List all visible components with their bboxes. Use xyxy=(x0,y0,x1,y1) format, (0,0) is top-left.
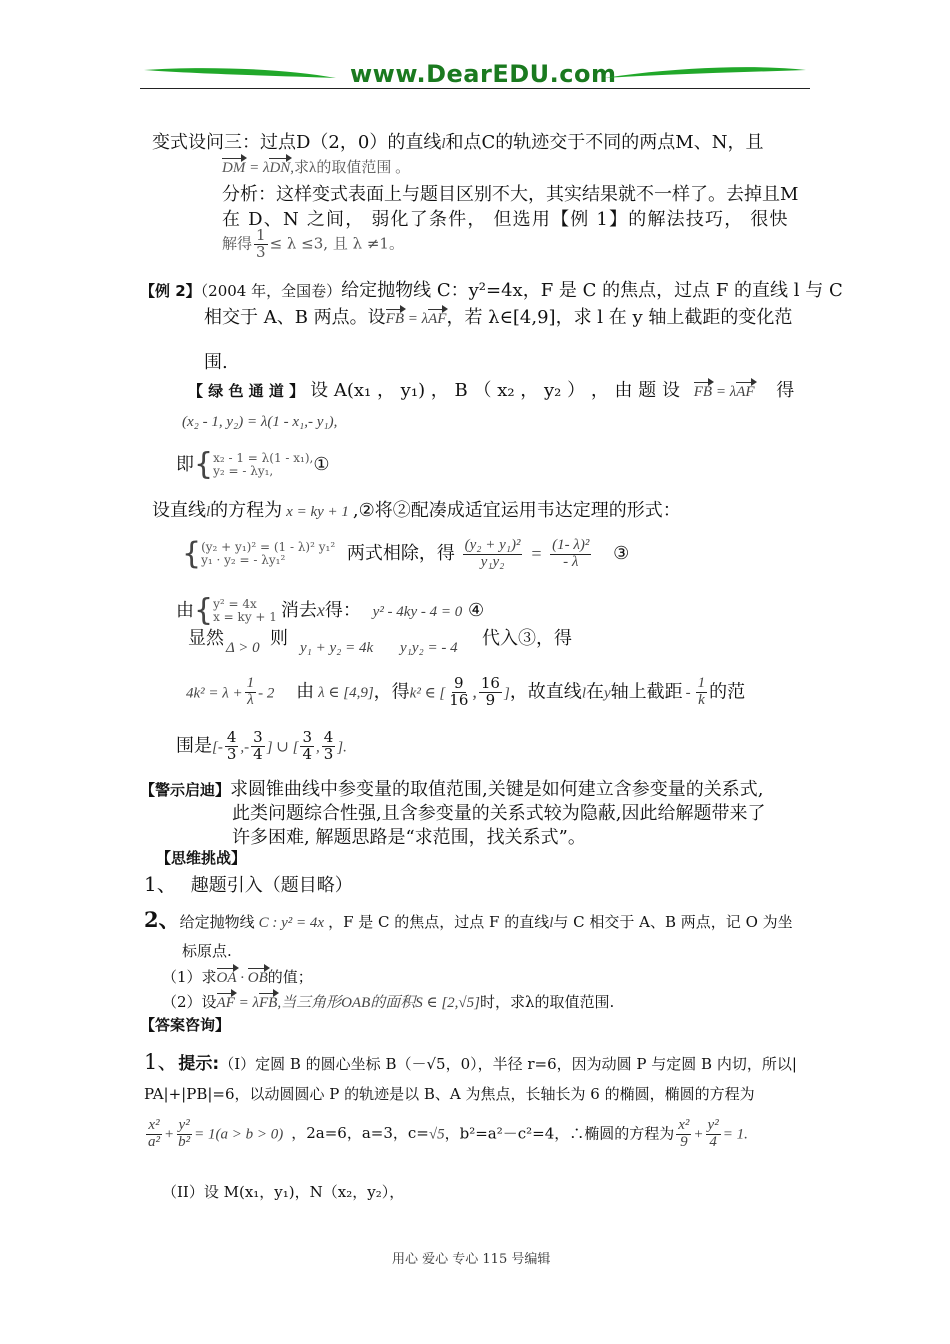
range-den1: 16 xyxy=(449,690,469,709)
a1-hint: 提示: xyxy=(178,1054,220,1074)
sub2-b: ,当三角形OAB的面积S ∈ [2,√5] xyxy=(277,995,480,1011)
sub2-c: 时，求λ的取值范围. xyxy=(480,993,615,1011)
sys3-row1: y² = 4x xyxy=(213,596,257,611)
sub1-a: （1）求 xyxy=(162,968,217,986)
obviously-text: 显然 xyxy=(188,628,224,649)
f-9: 9 xyxy=(680,1133,688,1150)
green-obviously xyxy=(188,624,224,650)
variant3-l: l xyxy=(441,136,446,152)
vector-dm: DM xyxy=(222,160,246,176)
get-label: ，得 xyxy=(373,681,410,703)
ans-num4: 4 xyxy=(323,728,334,746)
answer-line1 xyxy=(144,1046,797,1076)
result-frac-den: 3 xyxy=(256,242,266,261)
delta-cond: Δ > 0 xyxy=(226,640,260,656)
cond-eq: = λ xyxy=(245,160,270,176)
circled-4: ④ xyxy=(467,600,485,621)
range-den2: 9 xyxy=(485,690,496,709)
green-eq-lambda: = λ xyxy=(712,384,737,400)
sub1-b: 的值； xyxy=(267,968,313,986)
green-line1-text: 设 A(x₁ ， y₁) ， B （ x₂ ， y₂ ） ， 由 题 设 xyxy=(310,380,681,401)
challenge-q2-line2: 标原点. xyxy=(182,942,232,960)
header-banner xyxy=(140,58,810,94)
cond-tail: ,求λ的取值范围 。 xyxy=(290,160,411,176)
in-label: 在 xyxy=(585,681,604,703)
ans-a: [- xyxy=(212,739,223,756)
ji-label: 即 xyxy=(176,454,194,475)
site-name: www.DearEDU.com xyxy=(350,60,617,88)
range-num2: 16 xyxy=(480,674,500,692)
a1-num: 1、 xyxy=(144,1050,179,1074)
eq-lambda: = λ xyxy=(404,311,429,327)
q2-text-b: ，F 是 C 的焦点，过点 F 的直线 xyxy=(328,913,550,931)
e-x2: x² xyxy=(148,1117,160,1133)
c-val: √5 xyxy=(428,1126,445,1143)
answer-line4: （II）设 M(x₁，y₁)，N（x₂，y₂）， xyxy=(162,1183,405,1201)
example2-tag: 【例 2】 xyxy=(140,282,201,300)
div-den2: - λ xyxy=(563,553,579,570)
line-eq-a: 设直线 xyxy=(152,500,206,521)
f-y2: y² xyxy=(707,1117,719,1133)
warning-text1: 求圆锥曲线中参变量的取值范围,关键是如何建立含参变量的关系式, xyxy=(230,779,764,800)
challenge-sub2 xyxy=(162,991,614,1012)
result-pre: 解得 xyxy=(222,234,253,253)
brace-icon-3: { xyxy=(194,593,214,628)
line-eq-l: l xyxy=(206,504,211,520)
vector-dn: DN xyxy=(269,160,291,176)
intercept-num: 1 xyxy=(697,675,706,691)
sub2-eq: = λ xyxy=(234,995,259,1011)
ans-num2: 3 xyxy=(253,728,263,746)
ans-den1: 3 xyxy=(226,744,237,763)
eliminate-text: 消去 xyxy=(280,600,317,621)
warning-tag: 【警示启迪】 xyxy=(140,781,231,799)
answer-line3 xyxy=(144,1118,748,1151)
green-eq1: (x₂ - 1, y₂) = λ(1 - x₁,- y₁), xyxy=(182,414,338,430)
sys2-row1: (y₂ + y₁)² = (1 - λ)² y₁² xyxy=(201,540,336,555)
green-vector-af: AF xyxy=(736,384,755,400)
intercept-den: k xyxy=(698,691,705,708)
example2-line1 xyxy=(140,276,843,302)
vieta-prod: y₁y₂ = - 4 xyxy=(400,640,458,656)
analysis-line1: 分析：这样变式表面上与题目区别不大，其实结果就不一样了。去掉且M xyxy=(222,184,799,205)
analysis-line2: 在 D、N 之间， 弱化了条件， 但选用【例 1】的解法技巧， 很快 xyxy=(222,209,789,230)
variant3-condition xyxy=(222,156,410,177)
k2-range-pre: k² ∈ [ xyxy=(409,685,446,702)
eliminate-de: 得： xyxy=(324,600,361,621)
q2-math: C : y² = 4x xyxy=(258,915,325,931)
example2-text-b: ，若 λ∈[4,9]，求 l 在 y 轴上截距的变化范 xyxy=(446,307,793,328)
ans-d: , xyxy=(315,739,320,756)
green-k2-line: 4k² = λ + $\frac{1}{\lambda}$ - 2 由 λ ∈ [4,9]，得k² ∈ [ $\frac{9}{16}$ , $\frac{16}{9}$ ]，故直线l在y轴上截距 - $\frac{1}{k}$ 的范 xyxy=(186,674,746,709)
warning-line3: 许多困难, 解题思路是“求范围，找关系式”。 xyxy=(232,827,586,848)
div-den: y₁y₂ xyxy=(480,553,505,570)
so-l: l xyxy=(581,685,586,702)
range-num1: 9 xyxy=(454,674,464,692)
sub1-dot: · xyxy=(236,970,248,986)
intercept-sign: - xyxy=(685,685,691,702)
ans-num3: 3 xyxy=(302,728,312,746)
q2-text-c: 与 C 相交于 A、B 两点，记 O 为坐 xyxy=(553,913,793,931)
vector-fb-2: FB xyxy=(259,995,278,1011)
vector-ob: OB xyxy=(247,970,268,986)
k2-range-post: ] xyxy=(503,685,510,702)
q2-l: l xyxy=(549,915,554,931)
green-line1 xyxy=(188,376,808,402)
warning-line1 xyxy=(140,775,763,801)
a1-text1: （I）定圆 B 的圆心坐标 B（－√5，0），半径 r=6，因为动圆 P 与定圆 B 内切，所以| xyxy=(219,1055,797,1073)
sub2-a: （2）设 xyxy=(162,993,217,1011)
brace-icon: { xyxy=(194,447,214,482)
e-plus: + xyxy=(164,1126,175,1143)
y-axis-label: y xyxy=(603,685,611,702)
result-tail: ≤ λ ≤3, 且 λ ≠1。 xyxy=(269,234,404,253)
k2-frac-num: 1 xyxy=(246,675,255,691)
k2-eq-a: 4k² = λ + xyxy=(186,685,243,702)
analysis-result xyxy=(222,228,404,261)
variant3-text-a: 变式设问三：过点D（2，0）的直线 xyxy=(152,132,442,153)
answer-line2: PA|+|PB|=6，以动圆圆心 P 的轨迹是以 B、A 为焦点，长轴长为 6 的椭圆，椭圆的方程为 xyxy=(144,1085,755,1103)
div-num2: (1- λ)² xyxy=(552,537,590,553)
divide-text: 两式相除，得 xyxy=(346,543,455,565)
vector-fb: FB xyxy=(385,311,404,327)
de-fan: 的范 xyxy=(709,681,746,703)
warning-line2: 此类问题综合性强,且含参变量的关系式较为隐蔽,因此给解题带来了 xyxy=(232,803,766,824)
ans-den4: 3 xyxy=(323,744,334,763)
example2-text: 给定抛物线 C：y²=4x，F 是 C 的焦点，过点 F 的直线 l 与 C xyxy=(341,280,843,301)
e-y2: y² xyxy=(178,1117,190,1133)
green-line-eq xyxy=(152,496,681,522)
vector-oa: OA xyxy=(216,970,237,986)
circled-3: ③ xyxy=(613,543,630,565)
f-plus: + xyxy=(693,1126,704,1143)
line-eq-math: x = ky + 1 xyxy=(286,504,349,520)
div-num: (y₂ + y₁)² xyxy=(464,537,521,553)
green-system3 xyxy=(176,593,485,628)
k2-eq-b: - 2 xyxy=(258,685,275,702)
f-4: 4 xyxy=(709,1133,717,1150)
sys3-row2: x = ky + 1 xyxy=(213,610,277,624)
a1-vals: ，2a=6，a=3，c= xyxy=(291,1124,429,1143)
f-x2: x² xyxy=(678,1117,690,1133)
challenge-q1 xyxy=(144,868,353,897)
ans-den2: 4 xyxy=(253,744,263,763)
challenge-sub1 xyxy=(162,966,313,987)
example2-source: （2004 年，全国卷） xyxy=(200,282,342,300)
example2-text-a: 相交于 A、B 两点。设 xyxy=(204,307,386,328)
ans-b: ,- xyxy=(240,739,250,756)
from-label: 由 xyxy=(176,600,194,621)
green-system1 xyxy=(176,447,330,482)
lambda-range: λ ∈ [4,9] xyxy=(318,685,374,702)
result-frac-num: 1 xyxy=(256,226,266,244)
then-label: 则 xyxy=(270,628,288,649)
k2-frac-den: λ xyxy=(247,691,254,708)
a1-vals2: ，b²=a²－c²=4，∴椭圆的方程为 xyxy=(444,1124,675,1143)
line-eq-c: ,②将②配凑成适宜运用韦达定理的形式： xyxy=(352,500,681,521)
footer-text: 用心 爱心 专心 115 号编辑 xyxy=(392,1252,551,1267)
ans-den3: 4 xyxy=(302,744,312,763)
intercept-label: 轴上截距 xyxy=(610,681,683,703)
q1-num: 1、 xyxy=(144,872,177,896)
example2-line2 xyxy=(204,303,792,329)
header-rule xyxy=(140,88,810,89)
variant3-text-b: 和点C的轨迹交于不同的两点M、N，且 xyxy=(445,132,764,153)
substitute-text: 代入③，得 xyxy=(482,628,572,649)
range-pre: 围是 xyxy=(176,735,212,757)
q2-num: 2、 xyxy=(144,907,180,932)
ans-e: ]. xyxy=(337,739,347,756)
circled-1: ① xyxy=(313,454,330,475)
ans-c: ] ∪ [ xyxy=(266,739,299,756)
sys1-row2: y₂ = - λy₁, xyxy=(213,464,274,478)
q2-text-a: 给定抛物线 xyxy=(179,913,255,931)
vieta-sum: y₁ + y₂ = 4k xyxy=(300,640,374,656)
green-answer-range xyxy=(176,730,347,763)
example2-line3: 围. xyxy=(204,352,228,373)
green-system2: { (y₂ + y₁)² = (1 - λ)² y₁² y₁ · y₂ = - λy₁² 两式相除，得 $\frac{\text{(y₂ + y₁)²}}{\text{y₁y₂}}$ = $\frac{\text{(1- λ)²}}{- \lambda}$ ③ xyxy=(182,536,630,572)
ans-num1: 4 xyxy=(226,728,237,746)
brace-icon-2: { xyxy=(182,536,202,572)
so-line: ，故直线 xyxy=(509,681,582,703)
green-vector-fb: FB xyxy=(693,384,713,400)
variant3-line1 xyxy=(152,128,763,154)
f-eq: = 1. xyxy=(722,1126,748,1143)
vector-af: AF xyxy=(428,311,447,327)
challenge-tag: 【思维挑战】 xyxy=(156,849,247,867)
q1-text: 趣题引入（题目略） xyxy=(190,875,353,896)
e-b2: b² xyxy=(178,1133,191,1150)
e-cond: = 1(a > b > 0) xyxy=(194,1126,284,1143)
green-channel-tag: 【 绿 色 通 道 】 xyxy=(188,382,305,400)
answer-tag: 【答案咨询】 xyxy=(140,1016,231,1034)
sys2-row2: y₁ · y₂ = - λy₁² xyxy=(201,553,286,568)
quadratic-eq: y² - 4ky - 4 = 0 xyxy=(372,604,463,620)
challenge-q2 xyxy=(144,904,793,934)
sys1-row1: x₂ - 1 = λ(1 - x₁), xyxy=(213,450,314,465)
e-a2: a² xyxy=(148,1133,160,1150)
green-de: 得 xyxy=(776,380,795,401)
line-eq-b: 的方程为 xyxy=(210,500,283,521)
vector-af-2: AF xyxy=(216,995,235,1011)
by-label: 由 xyxy=(296,681,315,703)
eliminate-x: x xyxy=(316,600,325,620)
